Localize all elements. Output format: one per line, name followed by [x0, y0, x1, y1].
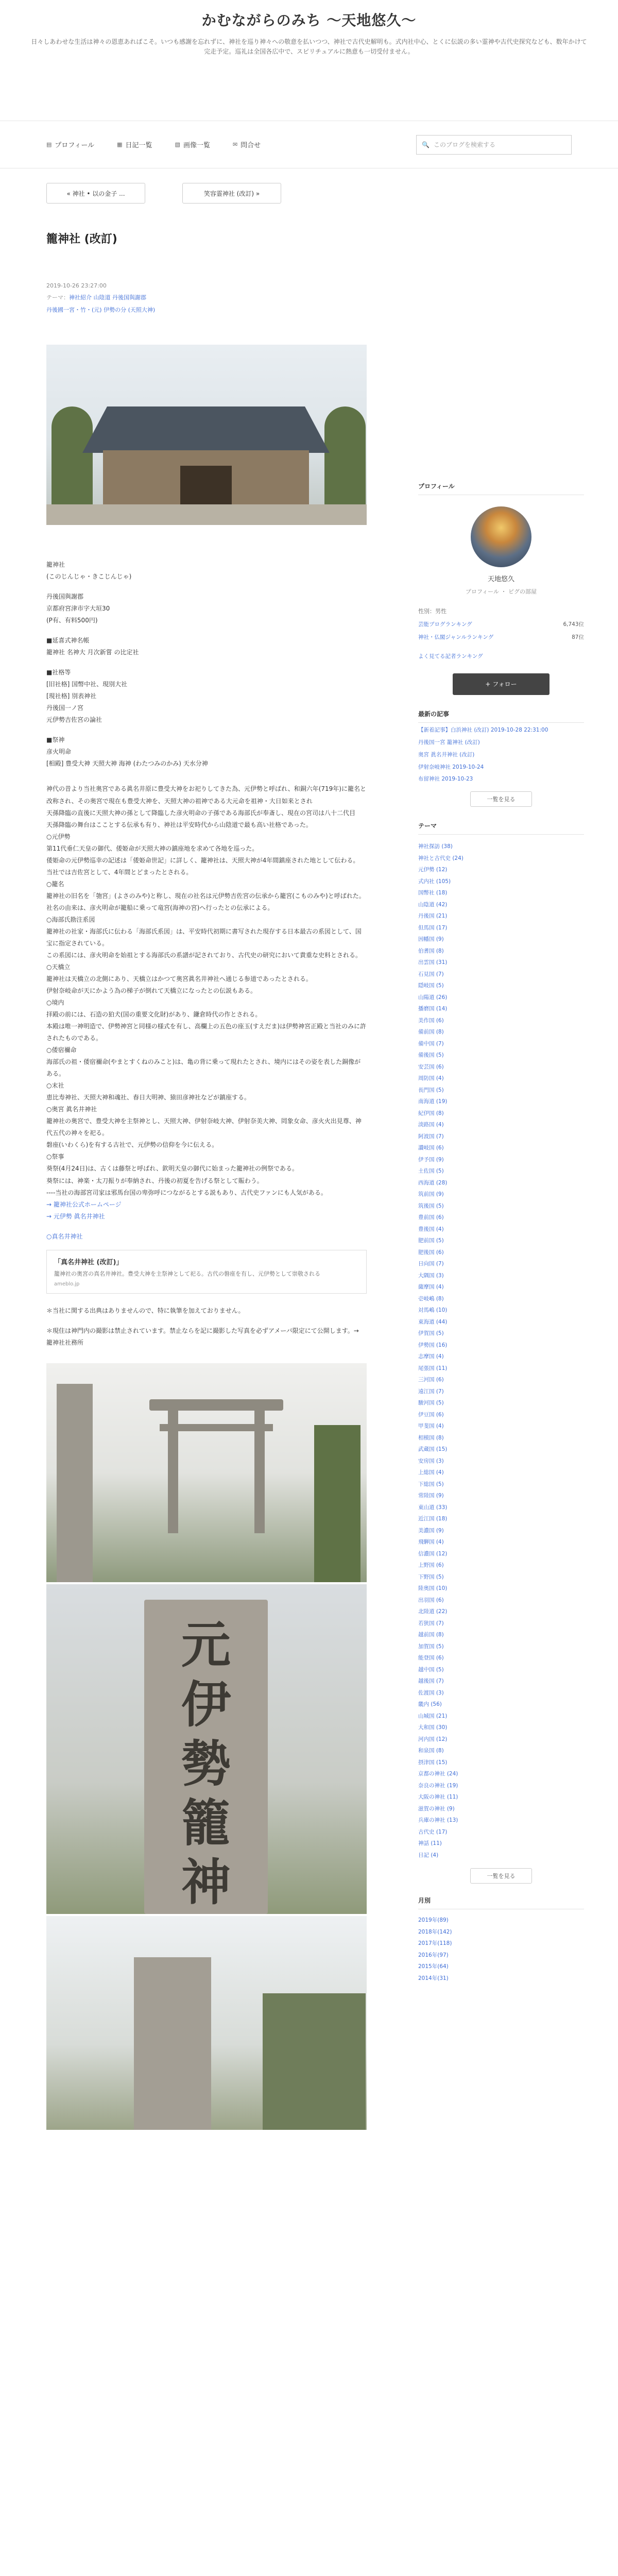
sidebar [418, 168, 584, 1984]
site-title[interactable]: かむながらのみち 〜天地悠久〜 [201, 12, 417, 29]
theme-item[interactable]: 日向国 (7) [418, 1261, 444, 1267]
theme-item[interactable]: 山城国 (21) [418, 1713, 448, 1719]
ranking-row-2[interactable]: 神社・仏閣ジャンルランキング 87位 [418, 634, 584, 640]
archive-year-item[interactable]: 2017年(118) [418, 1940, 452, 1947]
theme-item[interactable]: 伯耆国 (8) [418, 947, 444, 954]
entry-pager [46, 168, 367, 219]
theme-item[interactable]: 神社探訪 (38) [418, 843, 453, 850]
theme-item[interactable]: 近江国 (18) [418, 1516, 448, 1522]
stone-pillar-photo[interactable] [46, 1584, 367, 1914]
theme-item[interactable]: 伊勢国 (16) [418, 1342, 448, 1348]
ranking-row-1[interactable]: 芸能ブログランキング 6,743位 [418, 621, 584, 628]
theme-item[interactable]: 北陸道 (22) [418, 1608, 448, 1615]
article-tags-link[interactable]: 丹後國一宮・竹・(元) 伊勢の分 (天照大神) [46, 307, 156, 313]
recent-item[interactable]: 伊射奈岐神社 2019-10-24 [418, 764, 484, 770]
theme-item[interactable]: 石見国 (7) [418, 971, 444, 977]
theme-item[interactable]: 美濃国 (9) [418, 1527, 444, 1534]
article-meta: 2019-10-26 23:27:00 テーマ：神社紹介 山陰道 丹後国與謝郡 丹後國一宮・竹・(元) 伊勢の分 (天照大神) [46, 282, 367, 314]
theme-item[interactable]: 但馬国 (17) [418, 924, 448, 931]
mail-icon: ✉ [232, 141, 238, 148]
theme-item[interactable]: 志摩国 (4) [418, 1353, 444, 1360]
theme-item[interactable]: 遠江国 (7) [418, 1388, 444, 1395]
theme-item[interactable]: 丹後国 (21) [418, 913, 448, 920]
archive-year-item[interactable]: 2016年(97) [418, 1952, 449, 1958]
theme-item[interactable]: 下総国 (5) [418, 1481, 444, 1487]
profile-links[interactable]: プロフィール ・ ピグの部屋 [466, 588, 537, 595]
theme-item[interactable]: 備後国 (5) [418, 1052, 444, 1059]
official-site-link[interactable]: → 籠神社公式ホームページ [46, 1200, 122, 1208]
theme-item[interactable]: 肥後国 (6) [418, 1249, 444, 1256]
theme-item[interactable]: 因幡国 (9) [418, 936, 444, 943]
search-icon: 🔍 [422, 141, 430, 148]
theme-item[interactable]: 三河国 (6) [418, 1377, 444, 1383]
article-notes: ＊当社に関する出典はありませんので、特に執筆を加えておりません。 ＊現住は神門内の撮影は禁止されています。禁止ならを記に撮影した写真を必ずアメーバ限定にて公開します。→ 籠神社社務所 [46, 1307, 359, 1347]
theme-item[interactable]: 伊賀国 (5) [418, 1330, 444, 1337]
theme-item[interactable]: 山陽道 (26) [418, 994, 448, 1001]
theme-item[interactable]: 東山道 (33) [418, 1504, 448, 1511]
theme-item[interactable]: 対馬嶋 (10) [418, 1307, 448, 1314]
card-header-link[interactable]: ○真名井神社 [46, 1232, 83, 1240]
article-date: 2019-10-26 23:27:00 [46, 282, 107, 289]
torii-photo[interactable] [46, 1363, 367, 1582]
blog-card-title: 「真名井神社 (改訂)」 [54, 1258, 123, 1266]
archive-year-item[interactable]: 2018年(142) [418, 1928, 452, 1935]
theme-item[interactable]: 滋賀の神社 (9) [418, 1805, 455, 1812]
theme-item[interactable]: 越前国 (8) [418, 1632, 444, 1638]
theme-item[interactable]: 隠岐国 (5) [418, 982, 444, 989]
theme-item[interactable]: 出羽国 (6) [418, 1597, 444, 1603]
theme-item[interactable]: 出雲国 (31) [418, 959, 448, 966]
theme-item[interactable]: 陸奥国 (10) [418, 1585, 448, 1592]
theme-item[interactable]: 讃岐国 (6) [418, 1145, 444, 1151]
theme-item[interactable]: 肥前国 (5) [418, 1238, 444, 1244]
theme-item[interactable]: 奈良の神社 (19) [418, 1782, 458, 1789]
theme-item[interactable]: 加賀国 (5) [418, 1643, 444, 1650]
theme-item[interactable]: 佐渡国 (3) [418, 1689, 444, 1696]
shrine-hall-photo[interactable] [46, 345, 367, 525]
theme-item[interactable]: 摂津国 (15) [418, 1759, 448, 1766]
theme-item[interactable]: 信濃国 (12) [418, 1550, 448, 1557]
theme-item[interactable]: 土佐国 (5) [418, 1168, 444, 1175]
theme-item[interactable]: 畿内 (56) [418, 1701, 442, 1708]
theme-item[interactable]: 日記 (4) [418, 1852, 439, 1858]
theme-item[interactable]: 武蔵国 (15) [418, 1446, 448, 1453]
article-theme-link[interactable]: 神社紹介 山陰道 丹後国與謝郡 [69, 294, 146, 301]
profile-gender: 性別：男性 [418, 608, 447, 615]
search-input[interactable]: 🔍 このブログを検索する [416, 135, 572, 155]
readers-ranking-link[interactable]: よく見てる記者ランキング [418, 653, 483, 659]
theme-item[interactable]: 相模国 (8) [418, 1434, 444, 1441]
theme-item[interactable]: 備前国 (8) [418, 1029, 444, 1036]
recent-item[interactable]: 布留神社 2019-10-23 [418, 776, 473, 783]
theme-item[interactable]: 筑前国 (9) [418, 1191, 444, 1198]
archive-year-item[interactable]: 2015年(64) [418, 1963, 449, 1970]
theme-item[interactable]: 大和国 (30) [418, 1724, 448, 1731]
theme-item[interactable]: 安房国 (3) [418, 1458, 444, 1464]
recent-item[interactable]: 【新着記事】白浜神社 (改訂) 2019-10-28 22:31:00 [418, 727, 548, 733]
avatar[interactable] [471, 506, 531, 567]
recent-item[interactable]: 奥宮 眞名井神社 (改訂) [418, 751, 475, 758]
stone-pillar-photo-2[interactable] [46, 1916, 367, 2130]
theme-item[interactable]: 上総国 (4) [418, 1469, 444, 1476]
follow-button[interactable]: + フォロー [453, 673, 550, 695]
theme-item[interactable]: 壱岐嶋 (8) [418, 1295, 444, 1302]
blog-card[interactable] [46, 1250, 367, 1294]
theme-item[interactable]: 西海道 (28) [418, 1179, 448, 1186]
profile-icon: ▤ [46, 141, 52, 148]
theme-item[interactable]: 京都の神社 (24) [418, 1771, 458, 1777]
next-entry-link[interactable]: 笑容霊神社 (改訂) » [182, 183, 281, 204]
theme-item[interactable]: 国幣社 (18) [418, 890, 448, 896]
theme-item[interactable]: 神話 (11) [418, 1840, 442, 1847]
prev-entry-link[interactable]: « 神社 • 以の金子 ... [46, 183, 145, 204]
shrine-info: 籠神社 (このじんじゃ・きこじんじゃ) 丹後国與謝郡 京都府宮津市字大垣30 (P有、有料500円) ■延喜式神名帳 籠神社 名神大 月次新嘗 の比定社 ■社格等 [旧社格] 国幣中社、現別大社 [現社格] 別表神社 丹後国一ノ宮 元伊勢吉佐宮の論社 ■祭神 彦火明命 [相殿] 豊受大神 天照大神 海神 (わたつみのかみ) 天水分神 [46, 561, 208, 768]
theme-heading: テーマ [418, 821, 584, 835]
theme-item[interactable]: 大阪の神社 (11) [418, 1794, 458, 1801]
image-icon: ▧ [175, 141, 180, 148]
blog-card-description: 籠神社の奥宮の真名井神社。豊受大神を主祭神として祀る。古代の磐座を有し、元伊勢として崇敬される [54, 1270, 320, 1277]
theme-item[interactable]: 兵庫の神社 (13) [418, 1817, 458, 1824]
theme-item[interactable]: 美作国 (6) [418, 1017, 444, 1024]
profile-heading: プロフィール [418, 482, 584, 495]
theme-item[interactable]: 伊予国 (9) [418, 1156, 444, 1163]
theme-list [418, 841, 584, 1861]
theme-item[interactable]: 南海道 (19) [418, 1098, 448, 1105]
theme-item[interactable]: 阿波国 (7) [418, 1133, 444, 1140]
profile-widget [418, 506, 584, 695]
manai-shrine-link[interactable]: → 元伊勢 眞名井神社 [46, 1212, 105, 1220]
theme-item[interactable]: 豊前国 (6) [418, 1214, 444, 1221]
blog-card-url: ameblo.jp [54, 1281, 80, 1287]
pillar-inscription: 元伊勢籠神 [181, 1616, 231, 1912]
article-body: 神代の昔より当社奥宮である眞名井原に豊受大神をお祀りしてきた為、元伊勢と呼ばれ、和銅六年(719年)に籠名と改称され、その奥宮で現在も豊受大神を、天照大神の祖神である大元命を祖神・大日如来とされ 天孫降臨の直後に天照大神の孫として降臨した彦火明命の子孫である海部氏が奉斎し、現在の宮司は八十二代目 天孫降臨の舞台はこことする伝承も有り、神社は平安時代から山陰道で最も高い社格であった。 ○元伊勢 第11代垂仁天皇の御代、倭姫命が天照大神の鎮座地を求めて各地を巡った。 倭姫命の元伊勢巡幸の記述は「倭姫命世記」に詳しく、籠神社は、天照大神が4年間鎮座された地として伝わる。 当社では吉佐宮として、4年間とどまったとされる。 ○籠名 籠神社の旧名を「匏宮」(よさのみや)と称し、現在の社名は元伊勢吉佐宮の伝承から籠宮(こものみや)と呼ばれた。 社名の由来は、彦火明命が籠船に乗って竜宮(海神の宮)へ行ったとの伝承による。 ○海部氏勘注系図 籠神社の社家・海部氏に伝わる「海部氏系図」は、平安時代初期に書写された現存する日本最古の系図として、国宝に指定されている。 この系図には、彦火明命を始祖とする海部氏の系譜が記されており、古代史の研究において貴重な史料とされる。 ○天橋立 籠神社は天橋立の北側にあり、天橋立はかつて奥宮眞名井神社へ通じる参道であったとされる。 伊射奈岐命が天にかよう為の梯子が倒れて天橋立になったとの伝説もある。 ○境内 拝殿の前には、石造の狛犬(国の重要文化財)があり、鎌倉時代の作とされる。 本殿は唯一神明造で、伊勢神宮と同様の様式を有し、高欄上の五色の座玉(すえだま)は伊勢神宮正殿と当社のみに許されたものである。 ○倭宿禰命 海部氏の祖・倭宿禰命(やまとすくねのみこと)は、亀の背に乗って現れたとされ、境内にはその姿を表した銅像がある。 ○末社 恵比寿神社、天照大神和魂社、春日大明神、猿田彦神社などが鎮座する。 ○奥宮 眞名井神社 籠神社の奥宮で、豊受大神を主祭神とし、天照大神、伊射奈岐大神、伊射奈美大神、罔象女命、彦火火出見尊、神代五代の神々を祀る。 磐座(いわくら)を有する古社で、元伊勢の信仰を今に伝える。 ○祭事 葵祭(4月24日)は、古くは藤祭と呼ばれ、欽明天皇の御代に始まった籠神社の例祭である。 葵祭には、神楽・太刀振りが奉納され、丹後の初夏を告げる祭として賑わう。 ----当社の海部宮司家は邪馬台国の卑弥呼につながるとする説もあり、古代史ファンにも人気がある。 → 籠神社公式ホームページ → 元伊勢 眞名井神社 ○真名井神社 [46, 785, 367, 1240]
theme-item[interactable]: 尾張国 (11) [418, 1365, 448, 1371]
recent-item[interactable]: 丹後国一宮 籠神社 (改訂) [418, 739, 480, 745]
theme-item[interactable]: 伊豆国 (6) [418, 1411, 444, 1418]
profile-name[interactable]: 天地悠久 [487, 575, 514, 583]
theme-item[interactable]: 播磨国 (14) [418, 1006, 448, 1012]
theme-item[interactable]: 元伊勢 (12) [418, 867, 448, 873]
theme-item[interactable]: 紀伊国 (8) [418, 1110, 444, 1116]
theme-item[interactable]: 常陸国 (9) [418, 1493, 444, 1499]
theme-item[interactable]: 淡路国 (4) [418, 1122, 444, 1128]
theme-item[interactable]: 駿河国 (5) [418, 1400, 444, 1406]
site-description: 日々しあわせな生活は神々の恩恵あればこそ。いつも感謝を忘れずに、神社を巡り神々への敬意を払いつつ、神社で古代史解明も。式内社中心、とくに伝説の多い霊神や古代史探究なども、数年かけて完走予定。巡礼は全国各広中で、スピリチュアルに熱意も一切受付ません。 [31, 38, 587, 56]
theme-item[interactable]: 神社と古代史 (24) [418, 855, 464, 861]
nav-profile[interactable]: ▤ プロフィール [46, 141, 95, 149]
theme-item[interactable]: 式内社 (105) [418, 878, 451, 885]
nav-images[interactable]: ▧ 画像一覧 [175, 141, 210, 149]
theme-item[interactable]: 豊後国 (4) [418, 1226, 444, 1232]
site-header [0, 0, 618, 121]
archive-year-item[interactable]: 2014年(31) [418, 1975, 449, 1981]
theme-item[interactable]: 飛騨国 (4) [418, 1539, 444, 1546]
archive-list [418, 1914, 584, 1984]
theme-more-button[interactable]: 一覧を見る [470, 1868, 532, 1884]
archive-heading: 月別 [418, 1896, 584, 1909]
theme-item[interactable]: 能登国 (6) [418, 1655, 444, 1662]
main-column [46, 168, 367, 2130]
theme-item[interactable]: 下野国 (5) [418, 1573, 444, 1580]
recent-entries [418, 709, 584, 807]
theme-item[interactable]: 長門国 (5) [418, 1087, 444, 1093]
theme-item[interactable]: 備中国 (7) [418, 1040, 444, 1047]
theme-widget [418, 821, 584, 1884]
theme-item[interactable]: 筑後国 (5) [418, 1202, 444, 1209]
theme-item[interactable]: 大隅国 (3) [418, 1272, 444, 1279]
theme-item[interactable]: 山陰道 (42) [418, 901, 448, 908]
theme-item[interactable]: 河内国 (12) [418, 1736, 448, 1742]
recent-more-button[interactable]: 一覧を見る [470, 791, 532, 807]
theme-item[interactable]: 東海道 (44) [418, 1318, 448, 1325]
theme-item[interactable]: 甲斐国 (4) [418, 1423, 444, 1430]
theme-item[interactable]: 周防国 (4) [418, 1075, 444, 1082]
nav-contact[interactable]: ✉ 問合せ [232, 141, 261, 149]
theme-item[interactable]: 薩摩国 (4) [418, 1284, 444, 1291]
theme-item[interactable]: 上野国 (6) [418, 1562, 444, 1569]
theme-item[interactable]: 若狭国 (7) [418, 1620, 444, 1626]
theme-item[interactable]: 古代史 (17) [418, 1828, 448, 1835]
theme-item[interactable]: 和泉国 (8) [418, 1748, 444, 1754]
theme-item[interactable]: 越後国 (7) [418, 1678, 444, 1685]
global-nav [0, 121, 618, 168]
archive-year-item[interactable]: 2019年(89) [418, 1917, 449, 1924]
list-icon: ▦ [117, 141, 123, 148]
theme-item[interactable]: 越中国 (5) [418, 1666, 444, 1673]
recent-heading: 最新の記事 [418, 709, 584, 723]
theme-item[interactable]: 安芸国 (6) [418, 1063, 444, 1070]
nav-entries[interactable]: ▦ 日記一覧 [117, 141, 152, 149]
archive-widget [418, 1896, 584, 1984]
article-title[interactable]: 籠神社 (改訂) [46, 233, 117, 246]
